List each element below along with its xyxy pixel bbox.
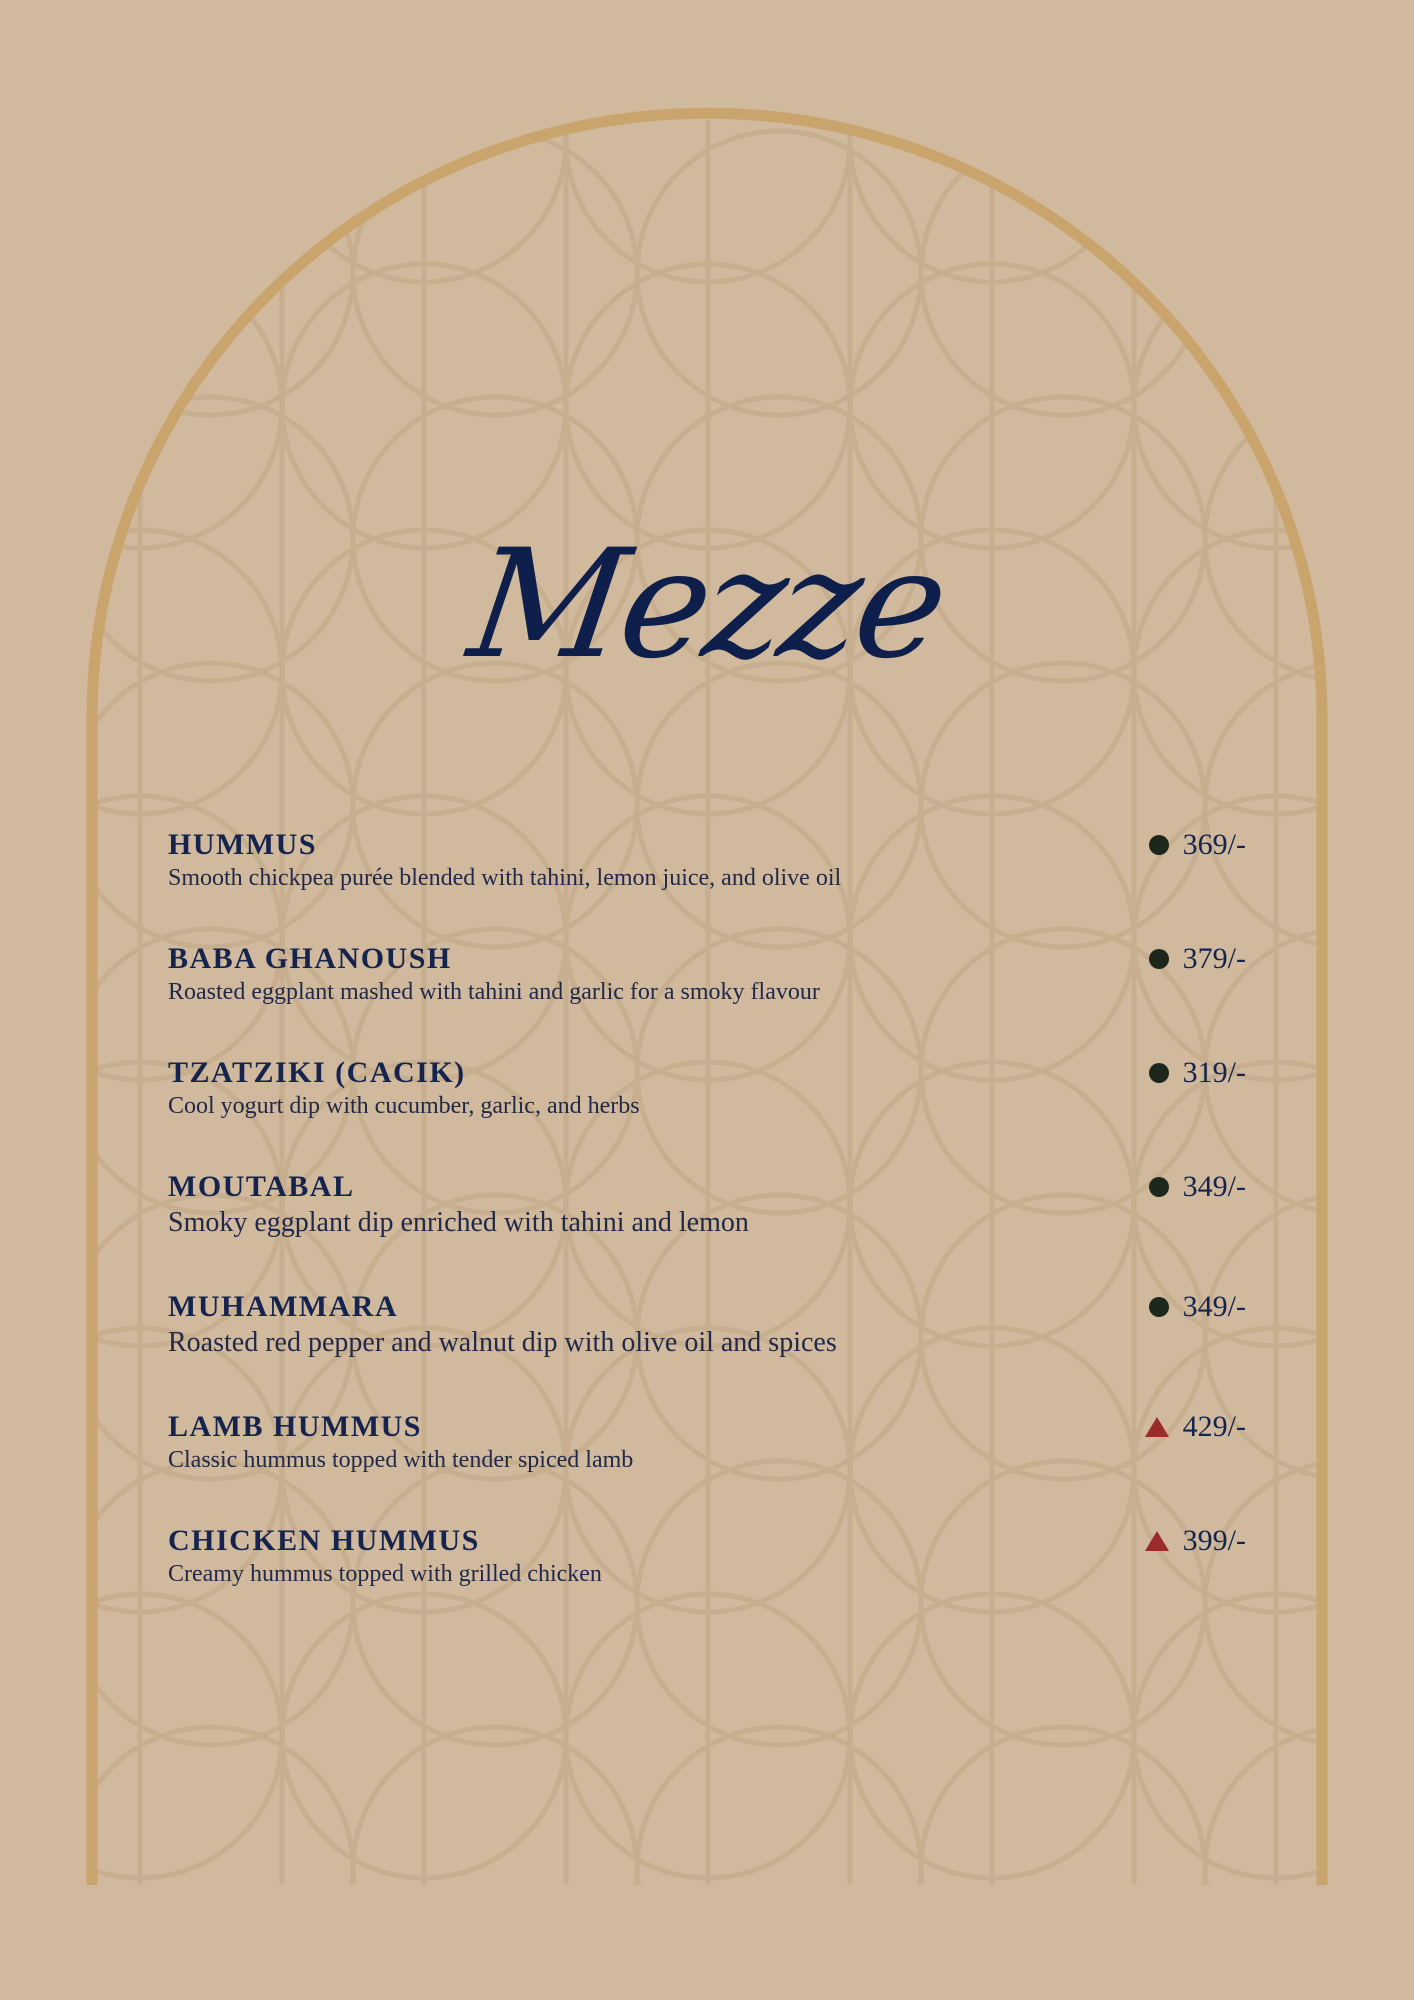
item-price: 399/- — [1182, 1524, 1246, 1557]
nonveg-triangle-icon — [1145, 1417, 1169, 1437]
nonveg-triangle-icon — [1145, 1531, 1169, 1551]
menu-item — [168, 1169, 1246, 1239]
item-name: LAMB HUMMUS — [168, 1410, 422, 1443]
item-price: 349/- — [1182, 1170, 1246, 1203]
item-name: HUMMUS — [168, 828, 317, 861]
veg-dot-icon — [1149, 949, 1169, 969]
veg-dot-icon — [1149, 835, 1169, 855]
menu-item — [168, 1289, 1246, 1359]
item-price: 379/- — [1182, 942, 1246, 975]
item-name: TZATZIKI (CACIK) — [168, 1056, 466, 1089]
item-price: 319/- — [1182, 1056, 1246, 1089]
menu-item — [168, 941, 1246, 1006]
price-group — [1149, 828, 1246, 862]
menu-item — [168, 1409, 1246, 1474]
item-price: 349/- — [1182, 1290, 1246, 1323]
veg-dot-icon — [1149, 1297, 1169, 1317]
item-name: BABA GHANOUSH — [168, 942, 452, 975]
item-name: CHICKEN HUMMUS — [168, 1524, 480, 1557]
item-description: Cool yogurt dip with cucumber, garlic, and herbs — [168, 1093, 640, 1119]
item-description: Creamy hummus topped with grilled chicken — [168, 1561, 602, 1587]
item-description: Smoky eggplant dip enriched with tahini and lemon — [168, 1207, 749, 1238]
price-group — [1145, 1410, 1246, 1444]
item-price: 369/- — [1182, 828, 1246, 861]
price-group — [1145, 1524, 1246, 1558]
price-group — [1149, 942, 1246, 976]
item-name: MUHAMMARA — [168, 1290, 399, 1323]
item-price: 429/- — [1182, 1410, 1246, 1443]
page-title: Mezze — [460, 518, 954, 692]
menu-item — [168, 1523, 1246, 1588]
price-group — [1149, 1290, 1246, 1324]
veg-dot-icon — [1149, 1063, 1169, 1083]
menu-item — [168, 827, 1246, 892]
price-group — [1149, 1170, 1246, 1204]
price-group — [1149, 1056, 1246, 1090]
item-description: Smooth chickpea purée blended with tahini, lemon juice, and olive oil — [168, 865, 842, 891]
item-description: Roasted red pepper and walnut dip with olive oil and spices — [168, 1327, 837, 1358]
item-description: Roasted eggplant mashed with tahini and garlic for a smoky flavour — [168, 979, 820, 1005]
item-name: MOUTABAL — [168, 1170, 355, 1203]
veg-dot-icon — [1149, 1177, 1169, 1197]
menu-item — [168, 1055, 1246, 1120]
item-description: Classic hummus topped with tender spiced lamb — [168, 1447, 634, 1473]
